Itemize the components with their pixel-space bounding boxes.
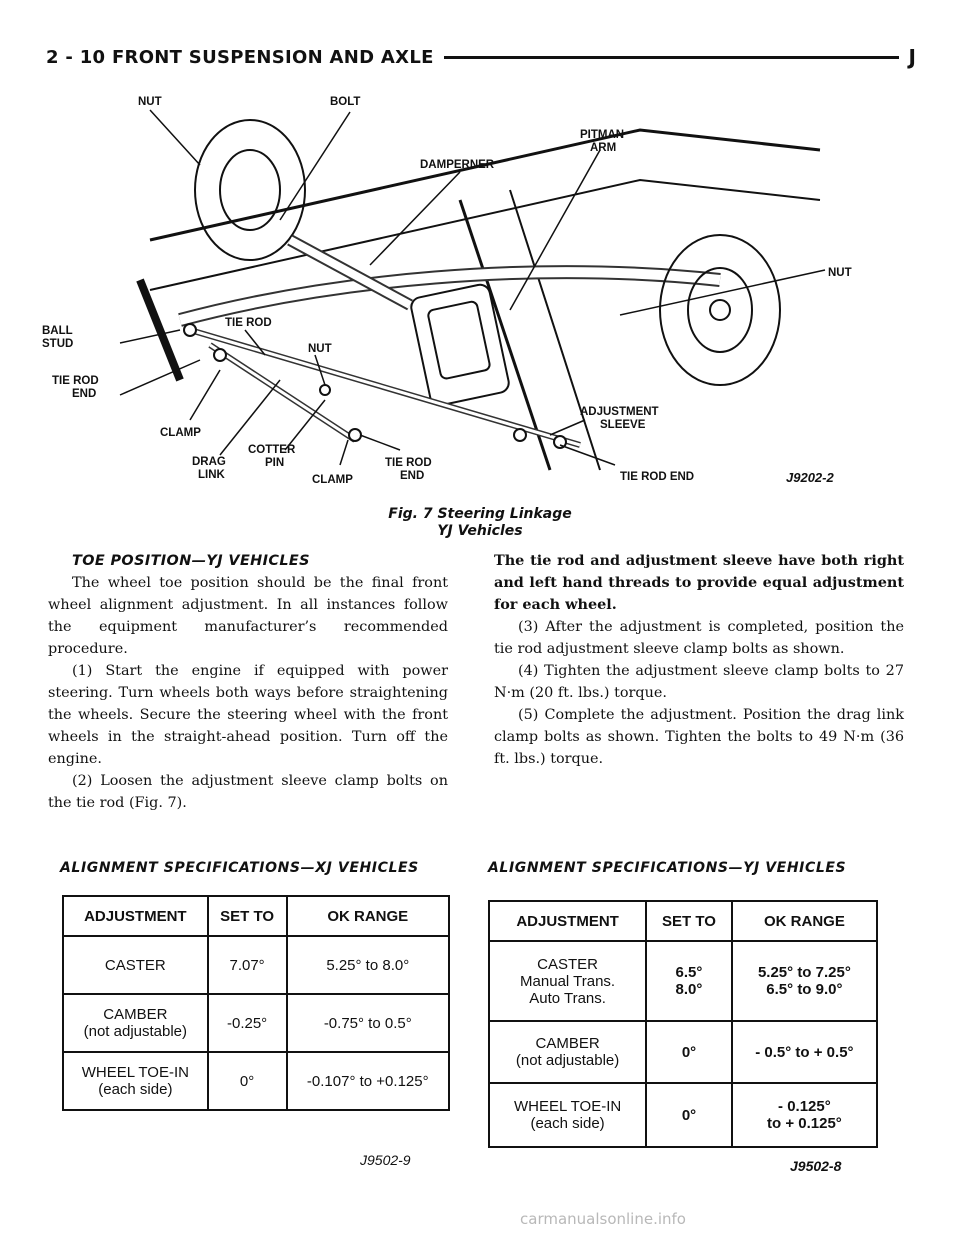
cell-camber-set: -0.25°: [208, 994, 287, 1052]
label-tie-rod: TIE ROD: [225, 317, 272, 329]
cell-camber-l1: CAMBER: [103, 1006, 168, 1023]
watermark: carmanualsonline.info: [520, 1210, 686, 1228]
xj-table-id: J9502-9: [360, 1152, 411, 1168]
header-title: 2 - 10 FRONT SUSPENSION AND AXLE: [46, 46, 434, 68]
cell-caster-l3: Auto Trans.: [529, 989, 606, 1007]
label-cotter-1: COTTER: [248, 444, 296, 456]
label-drag-1: DRAG: [192, 456, 226, 468]
caption-line-2: YJ Vehicles: [437, 523, 523, 539]
cell-caster-ok: 5.25° to 8.0°: [287, 936, 449, 994]
cell-camber-ok: -0.75° to 0.5°: [287, 994, 449, 1052]
header-section-letter: J: [908, 45, 916, 69]
table-row: [489, 941, 877, 1021]
paragraph-step-1: (1) Start the engine if equipped with power steering. Turn wheels both ways before straightening the wheels. Secure the steering wheel with the front wheels in the straight-ahead position. Turn off the engine.: [48, 663, 448, 767]
header-adjustment: ADJUSTMENT: [489, 901, 646, 941]
cell-camber-ok: - 0.5° to + 0.5°: [732, 1021, 877, 1083]
caption-line-1: Fig. 7 Steering Linkage: [388, 506, 572, 522]
right-column: [494, 550, 904, 770]
label-tie-rod-end-1: TIE ROD: [52, 375, 99, 387]
header-adjustment: ADJUSTMENT: [63, 896, 208, 936]
label-ball-1: BALL: [42, 325, 73, 337]
cell-camber-l2: (not adjustable): [83, 1023, 188, 1040]
steering-linkage-figure: [42, 90, 880, 500]
cell-caster-ok-1: 5.25° to 7.25°: [757, 964, 851, 981]
cell-caster-set: 7.07°: [208, 936, 287, 994]
cell-caster: CASTER: [63, 936, 208, 994]
cell-toe-set: 0°: [646, 1083, 732, 1147]
label-adjustment-1: ADJUSTMENT: [580, 406, 659, 418]
label-clamp-left: CLAMP: [160, 427, 201, 439]
label-tie-rod-end-2: END: [72, 388, 97, 400]
cell-toe-ok: -0.107° to +0.125°: [287, 1052, 449, 1110]
label-drag-2: LINK: [198, 469, 225, 481]
label-nut-right: NUT: [828, 267, 852, 279]
cell-toe-l1: WHEEL TOE-IN: [513, 1098, 622, 1115]
label-dampener: DAMPERNER: [420, 159, 495, 171]
header-rule: [444, 56, 899, 59]
steering-linkage-illustration: [42, 90, 880, 500]
cell-caster-ok-2: 6.5° to 9.0°: [766, 981, 843, 998]
cell-caster-l1: CASTER: [537, 955, 598, 973]
cell-camber: [489, 1021, 646, 1083]
cell-caster-set-2: 8.0°: [675, 981, 703, 998]
section-heading-toe: TOE POSITION—YJ VEHICLES: [72, 553, 310, 569]
yj-spec-title: ALIGNMENT SPECIFICATIONS—YJ VEHICLES: [488, 860, 847, 876]
cell-caster-set-1: 6.5°: [675, 964, 703, 981]
header-set-to: SET TO: [646, 901, 732, 941]
label-nut-mid: NUT: [308, 343, 332, 355]
cell-toe-set: 0°: [208, 1052, 287, 1110]
cell-toe-l2: (each side): [530, 1115, 605, 1132]
table-header-row: [489, 901, 877, 941]
label-cotter-2: PIN: [265, 457, 285, 469]
cell-toe-ok: [732, 1083, 877, 1147]
paragraph-step-5: (5) Complete the adjustment. Position the drag link clamp bolts as shown. Tighten the bolts to 49 N·m (36 ft. lbs.) torque.: [494, 707, 904, 767]
paragraph-intro: The wheel toe position should be the final front wheel alignment adjustment. In all instances follow the equipment manufacturer’s recommended procedure.: [48, 575, 448, 657]
label-bolt: BOLT: [330, 96, 361, 108]
figure-caption: [330, 506, 630, 540]
label-nut-top: NUT: [138, 96, 162, 108]
cell-camber-l2: (not adjustable): [515, 1052, 620, 1069]
label-pitman-2: ARM: [590, 142, 617, 154]
page-header: [46, 44, 916, 70]
label-tie-rod-end-4: END: [400, 470, 425, 482]
table-row: [489, 1083, 877, 1147]
paragraph-step-4: (4) Tighten the adjustment sleeve clamp bolts to 27 N·m (20 ft. lbs.) torque.: [494, 663, 904, 701]
header-set-to: SET TO: [208, 896, 287, 936]
cell-camber-set: 0°: [646, 1021, 732, 1083]
cell-caster-l2: Manual Trans.: [520, 972, 616, 990]
cell-caster-set: [646, 941, 732, 1021]
table-row: [489, 1021, 877, 1083]
left-column: [48, 550, 448, 814]
xj-spec-table: [62, 895, 450, 1111]
label-pitman-1: PITMAN: [580, 129, 625, 141]
label-tie-rod-end-right: TIE ROD END: [620, 471, 695, 483]
cell-toe: [489, 1083, 646, 1147]
header-ok-range: OK RANGE: [287, 896, 449, 936]
paragraph-threads-note: The tie rod and adjustment sleeve have both right and left hand threads to provide equal adjustment for each wheel.: [494, 552, 904, 613]
yj-table-id: J9502-8: [790, 1158, 842, 1174]
label-adjustment-2: SLEEVE: [600, 419, 646, 431]
cell-camber: [63, 994, 208, 1052]
paragraph-step-2: (2) Loosen the adjustment sleeve clamp bolts on the tie rod (Fig. 7).: [48, 773, 448, 811]
table-row: [63, 1052, 449, 1110]
cell-toe-ok-1: - 0.125°: [778, 1098, 831, 1115]
paragraph-step-3: (3) After the adjustment is completed, position the tie rod adjustment sleeve clamp bolts as shown.: [494, 619, 904, 657]
cell-toe-l1: WHEEL TOE-IN: [81, 1064, 189, 1081]
table-header-row: [63, 896, 449, 936]
header-ok-range: OK RANGE: [732, 901, 877, 941]
label-ball-2: STUD: [42, 338, 74, 350]
cell-caster-ok: [732, 941, 877, 1021]
yj-spec-table: [488, 900, 878, 1148]
cell-toe: [63, 1052, 208, 1110]
xj-spec-title: ALIGNMENT SPECIFICATIONS—XJ VEHICLES: [60, 860, 419, 876]
cell-toe-ok-2: to + 0.125°: [767, 1115, 842, 1132]
cell-toe-l2: (each side): [98, 1081, 173, 1098]
figure-id: J9202-2: [786, 470, 834, 485]
table-row: [63, 936, 449, 994]
cell-caster: [489, 941, 646, 1021]
cell-camber-l1: CAMBER: [535, 1035, 600, 1052]
label-clamp-bottom: CLAMP: [312, 474, 353, 486]
table-row: [63, 994, 449, 1052]
label-tie-rod-end-3: TIE ROD: [385, 457, 432, 469]
